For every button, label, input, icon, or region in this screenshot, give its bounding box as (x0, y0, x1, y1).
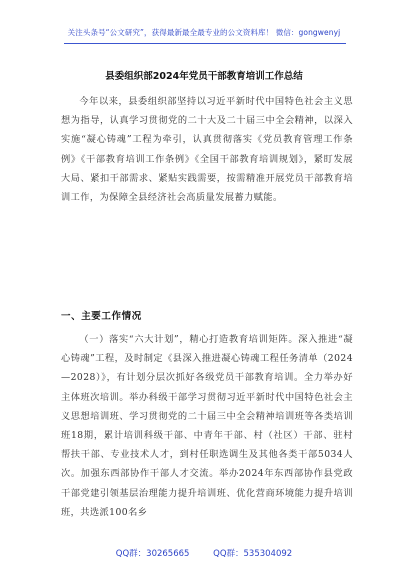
intro-text: 今年以来，县委组织部坚持以习近平新时代中国特色社会主义思想为指导，认真学习贯彻党的二十大及二十届三中全会精神，以深入实施“凝心铸魂”工程为牵引，认真贯彻落实《党员教育管理工作条例》《干部教育培训工作条例》《全国干部教育培训规划》，紧盯发展大局、紧扣干部需求、紧贴实践需要，按需精准开展党员干部教育培训工作，为保障全县经济社会高质量发展蓄力赋能。 (61, 96, 353, 204)
section-heading: 一、主要工作情况 (61, 311, 142, 322)
document-title: 县委组织部2024年党员干部教育培训工作总结 (105, 71, 303, 82)
header-divider (64, 43, 346, 44)
footer-note (0, 547, 408, 559)
footer-qq-group-1: QQ群：30265665 (115, 549, 190, 559)
section-paragraph (61, 330, 353, 522)
footer-qq-group-2: QQ群：535304092 (213, 549, 293, 559)
intro-paragraph (61, 92, 353, 207)
section-text: （一）落实“六大计划”，精心打造教育培训矩阵。深入推进“凝心铸魂”工程，及时制定《县深入推进凝心铸魂工程任务清单（2024—2028）》，有计划分层次抓好各级党员干部教育培训。全力举办好主体班次培训。举办科级干部学习贯彻习近平新时代中国特色社会主义思想培训班、学习贯彻党的二十届三中全会精神培训班等各类培训班18期，累计培训科级干部、中青年干部、村（社区）干部、驻村帮扶干部、专业技术人才，到村任职选调生及其他各类干部5034人次。加强东西部协作干部人才交流。举办2024年东西部协作县党政干部党建引领基层治理能力提升培训班、优化营商环境能力提升培训班，共选派100名乡 (61, 334, 353, 518)
header-note: 关注头条号“公文研究”，获得最新最全最专业的公文资料库！ 微信：gongwenyj (67, 28, 341, 37)
